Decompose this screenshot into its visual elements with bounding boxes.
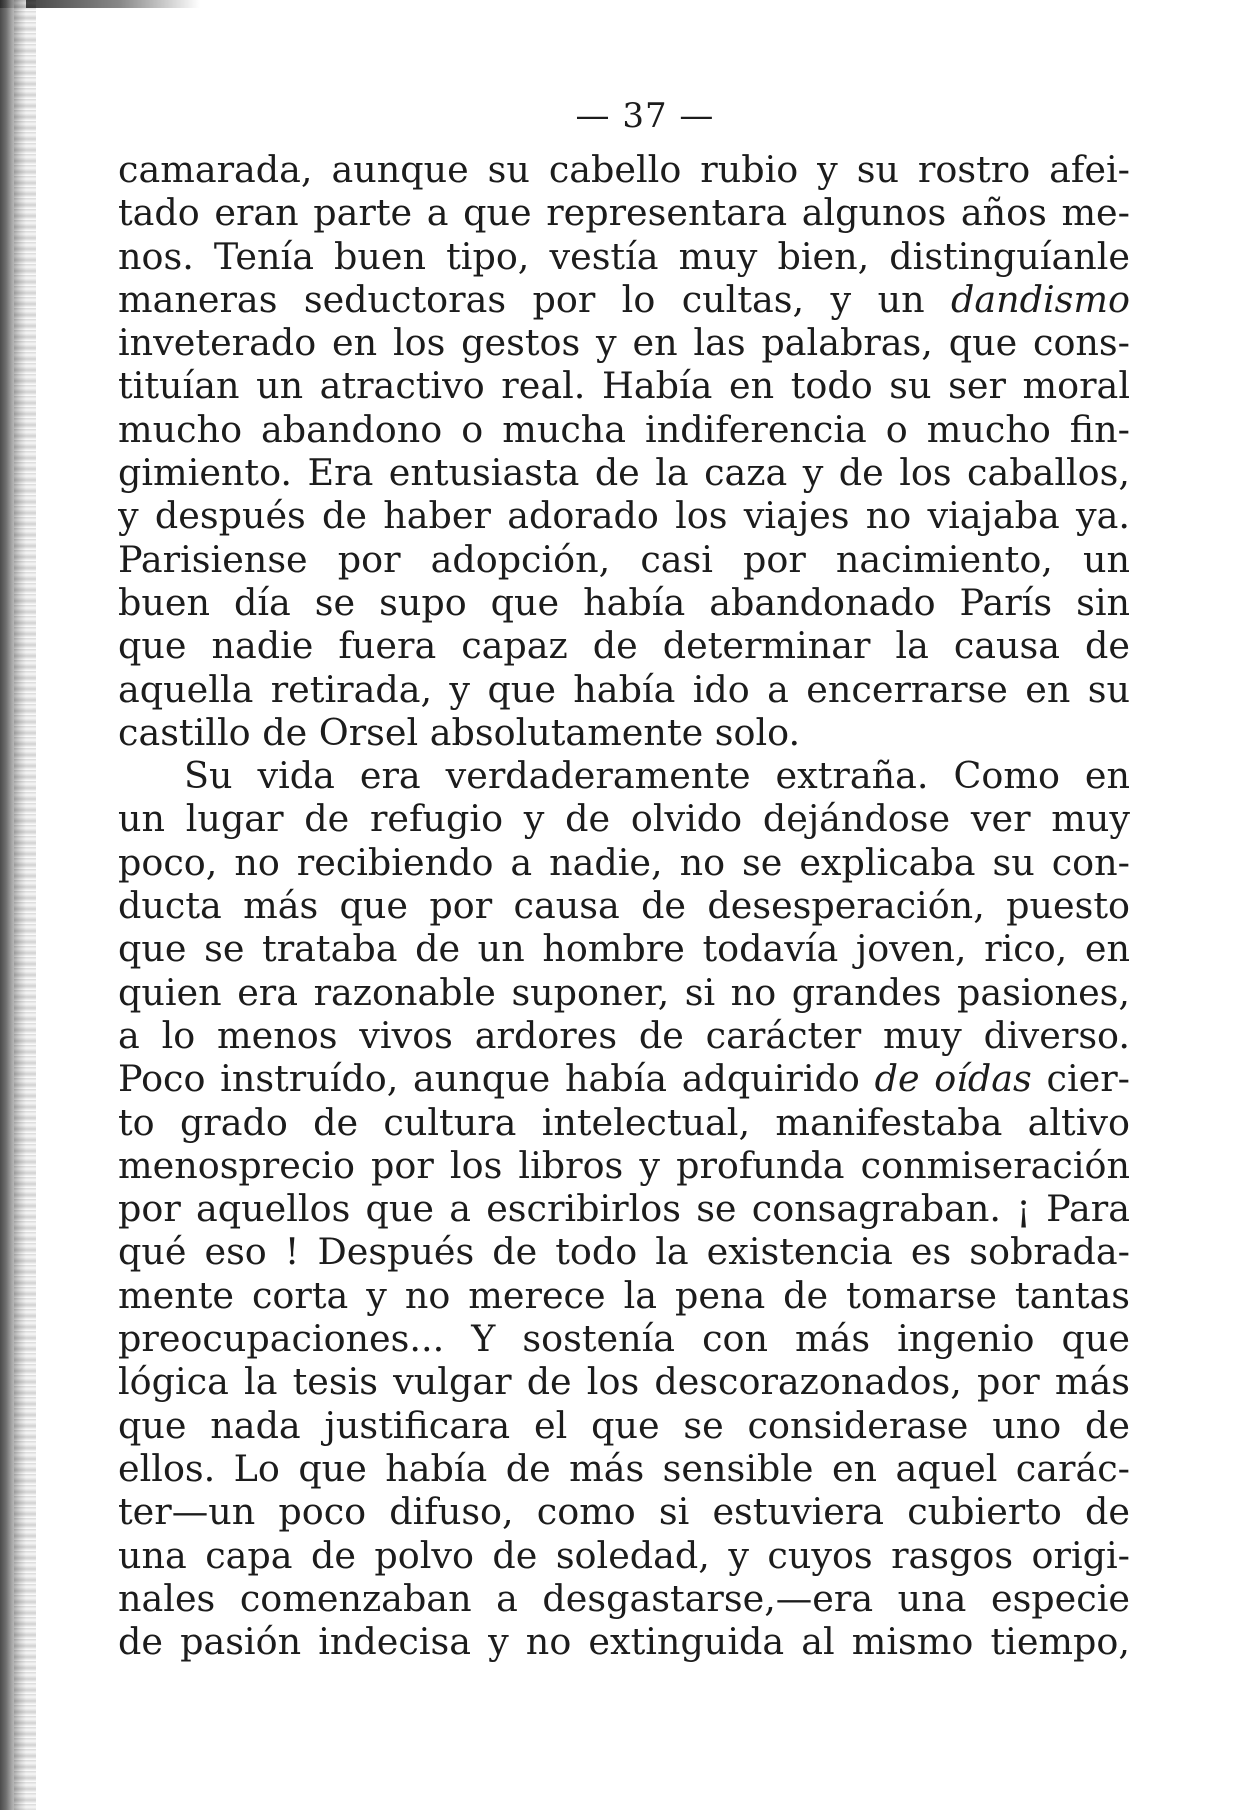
text-segment: aquella retirada, y que había ido a encerrarse en su: [118, 667, 1130, 711]
text-segment: ducta más que por causa de desesperación, puesto: [118, 884, 1130, 928]
text-segment: tituían un atractivo real. Había en todo su ser moral: [118, 364, 1130, 408]
text-segment: buen día se supo que había abandonado París sin: [118, 580, 1130, 624]
text-line: [118, 494, 1130, 537]
text-line: [118, 1404, 1130, 1447]
text-segment: una capa de polvo de soledad, y cuyos rasgos origi-: [118, 1533, 1130, 1577]
binding-texture: [14, 0, 36, 1810]
text-segment: que se trataba de un hombre todavía joven, rico, en: [118, 927, 1130, 971]
text-line: [118, 1274, 1130, 1317]
text-segment: camarada, aunque su cabello rubio y su rostro afei-: [118, 148, 1130, 191]
text-line: [118, 538, 1130, 581]
text-line: [118, 1187, 1130, 1230]
text-segment: que nadie fuera capaz de determinar la causa de: [118, 624, 1130, 668]
text-line: [118, 278, 1130, 321]
text-line: [118, 1230, 1130, 1273]
body-text: [118, 148, 1130, 1663]
text-line: [118, 1490, 1130, 1533]
text-line: [118, 841, 1130, 884]
text-segment: Su vida era verdaderamente extraña. Como en: [184, 754, 1130, 798]
italic-segment: dandismo: [951, 277, 1130, 321]
text-segment: Parisiense por adopción, casi por nacimiento, un: [118, 537, 1130, 581]
text-segment: Poco instruído, aunque había adquirido: [118, 1057, 875, 1101]
text-line: [118, 581, 1130, 624]
text-line: [118, 754, 1130, 797]
text-line: [118, 235, 1130, 278]
text-line: [118, 321, 1130, 364]
text-segment: lógica la tesis vulgar de los descorazonados, por más: [118, 1360, 1130, 1404]
text-line: [118, 971, 1130, 1014]
text-segment: tado eran parte a que representara algunos años me-: [118, 191, 1130, 235]
text-line: [118, 191, 1130, 234]
text-segment: preocupaciones... Y sostenía con más ingenio que: [118, 1317, 1130, 1361]
text-segment: un lugar de refugio y de olvido dejándose ver muy: [118, 797, 1130, 841]
text-line: [118, 1360, 1130, 1403]
text-segment: ellos. Lo que había de más sensible en aquel carác-: [118, 1446, 1130, 1490]
text-line: [118, 1014, 1130, 1057]
text-line: [118, 148, 1130, 191]
text-segment: cier-: [1031, 1057, 1130, 1101]
text-segment: por aquellos que a escribirlos se consagraban. ¡ Para: [118, 1187, 1130, 1231]
text-segment: to grado de cultura intelectual, manifestaba altivo: [118, 1100, 1130, 1144]
text-line: [118, 451, 1130, 494]
text-segment: inveterado en los gestos y en las palabras, que cons-: [118, 321, 1130, 365]
page-number: — 37 —: [575, 96, 715, 136]
text-segment: quien era razonable suponer, si no grandes pasiones,: [118, 970, 1130, 1014]
text-segment: castillo de Orsel absolutamente solo.: [118, 710, 801, 754]
text-segment: gimiento. Era entusiasta de la caza y de los caballos,: [118, 451, 1130, 495]
text-line: [118, 1620, 1130, 1663]
text-line: [118, 364, 1130, 407]
text-segment: mente corta y no merece la pena de tomarse tantas: [118, 1273, 1130, 1317]
text-segment: mucho abandono o mucha indiferencia o mucho fin-: [118, 407, 1130, 451]
text-line: [118, 1534, 1130, 1577]
text-segment: menosprecio por los libros y profunda conmiseración: [118, 1143, 1130, 1187]
text-segment: maneras seductoras por lo cultas, y un: [118, 277, 951, 321]
text-segment: nos. Tenía buen tipo, vestía muy bien, distinguíanle: [118, 234, 1130, 278]
text-segment: qué eso ! Después de todo la existencia es sobrada-: [118, 1230, 1130, 1274]
text-line: [118, 1577, 1130, 1620]
text-line: [118, 1317, 1130, 1360]
text-segment: ter—un poco difuso, como si estuviera cubierto de: [118, 1490, 1130, 1534]
text-line: [118, 927, 1130, 970]
text-line: [118, 1447, 1130, 1490]
text-segment: de pasión indecisa y no extinguida al mismo tiempo,: [118, 1620, 1130, 1664]
text-line: [118, 1144, 1130, 1187]
text-line: [118, 1101, 1130, 1144]
text-line: [118, 711, 1130, 754]
text-line: [118, 624, 1130, 667]
text-segment: que nada justificara el que se considerase uno de: [118, 1403, 1130, 1447]
text-segment: y después de haber adorado los viajes no viajaba ya.: [118, 494, 1130, 538]
text-line: [118, 884, 1130, 927]
italic-segment: de oídas: [874, 1057, 1032, 1101]
text-segment: a lo menos vivos ardores de carácter muy diverso.: [118, 1013, 1130, 1057]
text-line: [118, 797, 1130, 840]
text-line: [118, 1057, 1130, 1100]
text-segment: poco, no recibiendo a nadie, no se explicaba su con-: [118, 840, 1130, 884]
text-segment: nales comenzaban a desgastarse,—era una especie: [118, 1576, 1130, 1620]
text-line: [118, 408, 1130, 451]
text-line: [118, 668, 1130, 711]
